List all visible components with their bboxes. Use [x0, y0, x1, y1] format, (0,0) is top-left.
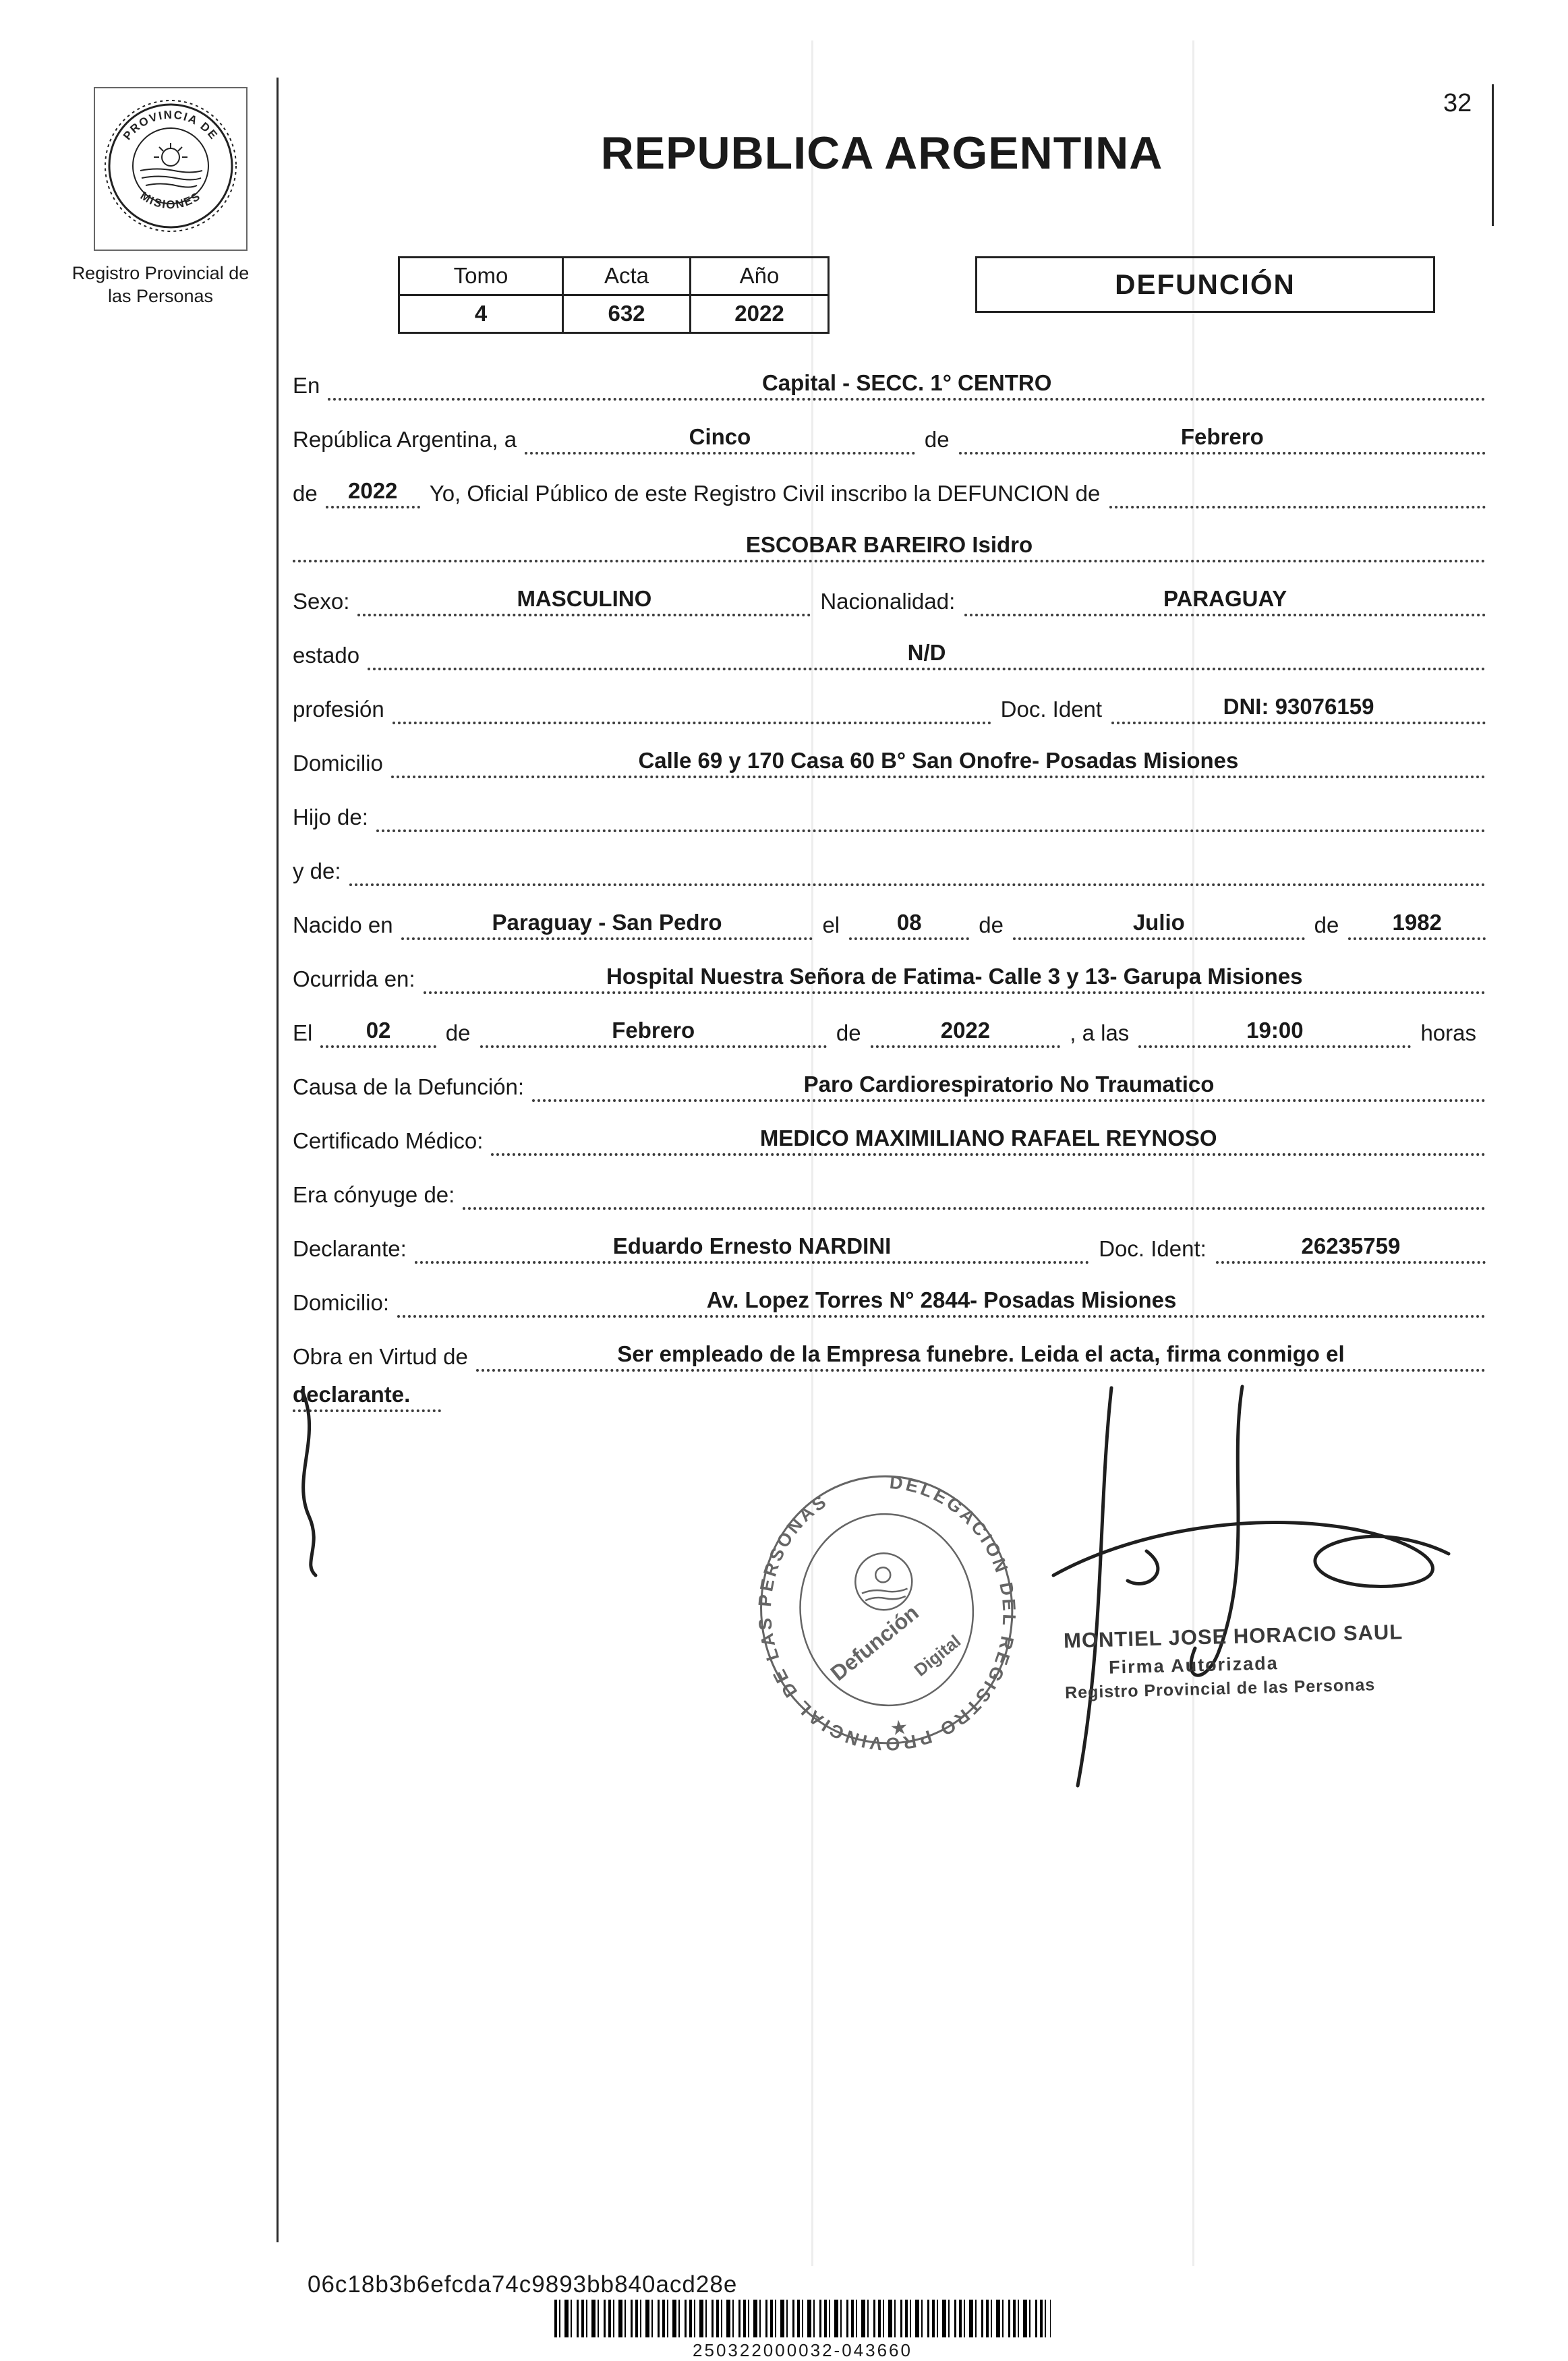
nacido-en-label: Nacido en [293, 912, 393, 937]
seal-caption-line2: las Personas [107, 286, 214, 306]
field-ocurrida [293, 940, 1486, 994]
profesion-value [393, 720, 991, 724]
domicilio2-value: Av. Lopez Torres N° 2844- Posadas Misiones [397, 1287, 1486, 1318]
field-fecha-acta [293, 401, 1486, 455]
estado-label: estado [293, 643, 360, 668]
stamp-inner-text-1: Defunción [825, 1600, 923, 1686]
nacido-anio-value: 1982 [1348, 910, 1486, 940]
de-word: de [445, 1020, 471, 1045]
horas-label: horas [1420, 1020, 1477, 1045]
defuncion-anio-value: 2022 [871, 1018, 1061, 1048]
anio-header: Año [739, 263, 780, 288]
el-word: el [822, 912, 840, 937]
stamp-ring-text: DELEGACION DEL REGISTRO PROVINCIAL DE LAS PERSONAS [754, 1471, 1020, 1755]
field-hijo-de [293, 778, 1486, 832]
page-number: 32 [1443, 89, 1472, 117]
el-label: El [293, 1020, 313, 1045]
nacionalidad-value: PARAGUAY [964, 586, 1486, 616]
field-profesion-doc [293, 670, 1486, 724]
doc-ident2-label: Doc. Ident: [1099, 1236, 1207, 1261]
page-title: REPUBLICA ARGENTINA [600, 127, 1163, 179]
de-word: de [836, 1020, 861, 1045]
field-y-de [293, 832, 1486, 886]
declarante-value: Eduardo Ernesto NARDINI [415, 1233, 1089, 1264]
en-label: En [293, 373, 320, 398]
field-sexo-nacionalidad [293, 562, 1486, 616]
domicilio-value: Calle 69 y 170 Casa 60 B° San Onofre- Posadas Misiones [391, 748, 1486, 778]
obra-continuacion-value: declarante. [293, 1382, 441, 1412]
field-causa [293, 1048, 1486, 1102]
anio-acta-value: 2022 [326, 478, 420, 508]
field-fecha-defuncion [293, 994, 1486, 1048]
certificate-form [293, 347, 1486, 1412]
acta-value: 632 [564, 296, 691, 332]
signer-name: MONTIEL JOSE HORACIO SAUL [1063, 1620, 1403, 1653]
nacionalidad-label: Nacionalidad: [820, 589, 956, 614]
a-las-label: , a las [1070, 1020, 1130, 1045]
left-border-line [277, 78, 279, 2242]
field-domicilio-declarante [293, 1264, 1486, 1318]
certificate-type-box: DEFUNCIÓN [975, 256, 1435, 313]
right-border-line [1492, 84, 1494, 226]
svg-text:PROVINCIA DE [121, 109, 221, 143]
lugar-value: Capital - SECC. 1° CENTRO [328, 370, 1486, 401]
hijo-de-label: Hijo de: [293, 805, 368, 829]
empty-dotted-line [1109, 504, 1486, 508]
de-word: de [293, 481, 318, 506]
field-nombre-fallecido [293, 508, 1486, 562]
field-certificado-medico [293, 1102, 1486, 1156]
document-hash: 06c18b3b6efcda74c9893bb840acd28e [308, 2271, 738, 2298]
barcode [554, 2300, 1051, 2337]
tomo-value: 4 [400, 296, 564, 332]
seal-caption-line1: Registro Provincial de [71, 263, 250, 283]
stamp-inner-text-2: Digital [910, 1631, 965, 1681]
sexo-label: Sexo: [293, 589, 350, 614]
conyuge-value [463, 1205, 1486, 1210]
obra-value: Ser empleado de la Empresa funebre. Leida el acta, firma conmigo el [476, 1341, 1486, 1372]
field-declarante [293, 1210, 1486, 1264]
svg-text:MISIONES [138, 190, 204, 212]
nacido-dia-value: 08 [849, 910, 969, 940]
de-word: de [979, 912, 1004, 937]
acta-header: Acta [564, 258, 691, 294]
record-table-header [400, 258, 827, 296]
field-estado [293, 616, 1486, 670]
doc-ident-value: DNI: 93076159 [1111, 694, 1486, 724]
field-lugar [293, 347, 1486, 401]
field-obra-en-virtud [293, 1318, 1486, 1372]
mes-acta-value: Febrero [959, 424, 1486, 455]
delegation-stamp [716, 1431, 1059, 1792]
tomo-header: Tomo [400, 258, 564, 294]
domicilio-label: Domicilio [293, 751, 383, 776]
causa-value: Paro Cardiorespiratorio No Traumatico [532, 1072, 1486, 1102]
stamp-star-icon: ★ [889, 1716, 910, 1741]
declarante-label: Declarante: [293, 1236, 407, 1261]
record-table-values [400, 296, 827, 332]
conyuge-label: Era cónyuge de: [293, 1182, 455, 1207]
defuncion-mes-value: Febrero [480, 1018, 827, 1048]
field-nacido [293, 886, 1486, 940]
nacido-mes-value: Julio [1013, 910, 1305, 940]
ocurrida-en-label: Ocurrida en: [293, 966, 415, 991]
estado-value: N/D [368, 640, 1486, 670]
record-table [398, 256, 830, 334]
domicilio2-label: Domicilio: [293, 1290, 390, 1315]
sexo-value: MASCULINO [357, 586, 811, 616]
fallecido-nombre-value: ESCOBAR BAREIRO Isidro [293, 532, 1486, 562]
profesion-label: profesión [293, 697, 384, 722]
causa-label: Causa de la Defunción: [293, 1074, 525, 1099]
de-word: de [924, 427, 950, 452]
field-obra-continuacion [293, 1372, 1486, 1412]
doc-ident2-value: 26235759 [1216, 1233, 1486, 1264]
de-word: de [1314, 912, 1339, 937]
seal-top-text: PROVINCIA DE [120, 108, 221, 143]
nacido-lugar-value: Paraguay - San Pedro [401, 910, 813, 940]
doc-ident-label: Doc. Ident [1000, 697, 1103, 722]
signer-office: Registro Provincial de las Personas [1064, 1675, 1376, 1703]
hijo-de-value [376, 827, 1486, 832]
field-conyuge [293, 1156, 1486, 1210]
dia-palabra-value: Cinco [525, 424, 915, 455]
certificado-label: Certificado Médico: [293, 1128, 484, 1153]
anio-value: 2022 [734, 301, 784, 326]
certificado-value: MEDICO MAXIMILIANO RAFAEL REYNOSO [491, 1126, 1486, 1156]
authorized-signature-block [1064, 1619, 1443, 1703]
obra-label: Obra en Virtud de [293, 1344, 468, 1369]
ocurrida-value: Hospital Nuestra Señora de Fatima- Calle 3 y 13- Garupa Misiones [424, 964, 1486, 994]
seal-caption [39, 262, 282, 308]
signer-role: Firma Autorizada [1108, 1653, 1279, 1678]
field-domicilio [293, 724, 1486, 778]
provincial-seal-icon [93, 86, 248, 252]
republica-label: República Argentina, a [293, 427, 517, 452]
intro-text: Yo, Oficial Público de este Registro Civil inscribo la DEFUNCION de [429, 481, 1101, 506]
field-anio-intro [293, 455, 1486, 508]
barcode-number: 250322000032-043660 [693, 2340, 912, 2360]
seal-bottom-text: MISIONES [138, 189, 204, 212]
defuncion-dia-value: 02 [320, 1018, 436, 1048]
defuncion-hora-value: 19:00 [1138, 1018, 1411, 1048]
y-de-label: y de: [293, 858, 341, 883]
svg-text:DELEGACION DEL REGISTRO PROVIN [741, 1460, 1033, 1767]
seal-sun-landscape-icon [140, 143, 202, 187]
y-de-value [349, 881, 1486, 886]
